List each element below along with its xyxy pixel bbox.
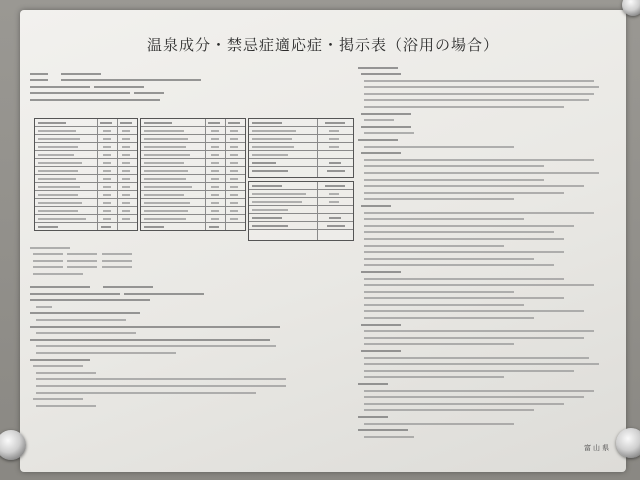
dissolved-gas-table	[248, 181, 354, 241]
left-column-lower-text	[30, 246, 350, 411]
left-column-body-text	[30, 72, 350, 105]
anion-table	[140, 118, 246, 231]
mounting-pin-icon	[616, 428, 640, 458]
cation-table	[34, 118, 138, 231]
right-column-body-text	[358, 66, 620, 442]
issuer-name: 富山県	[584, 444, 611, 452]
non-dissociated-table	[248, 118, 354, 178]
chemical-composition-tables	[34, 118, 354, 240]
posted-notice-sheet	[20, 10, 626, 472]
document-title: 温泉成分・禁忌症適応症・掲示表（浴用の場合）	[146, 36, 499, 54]
